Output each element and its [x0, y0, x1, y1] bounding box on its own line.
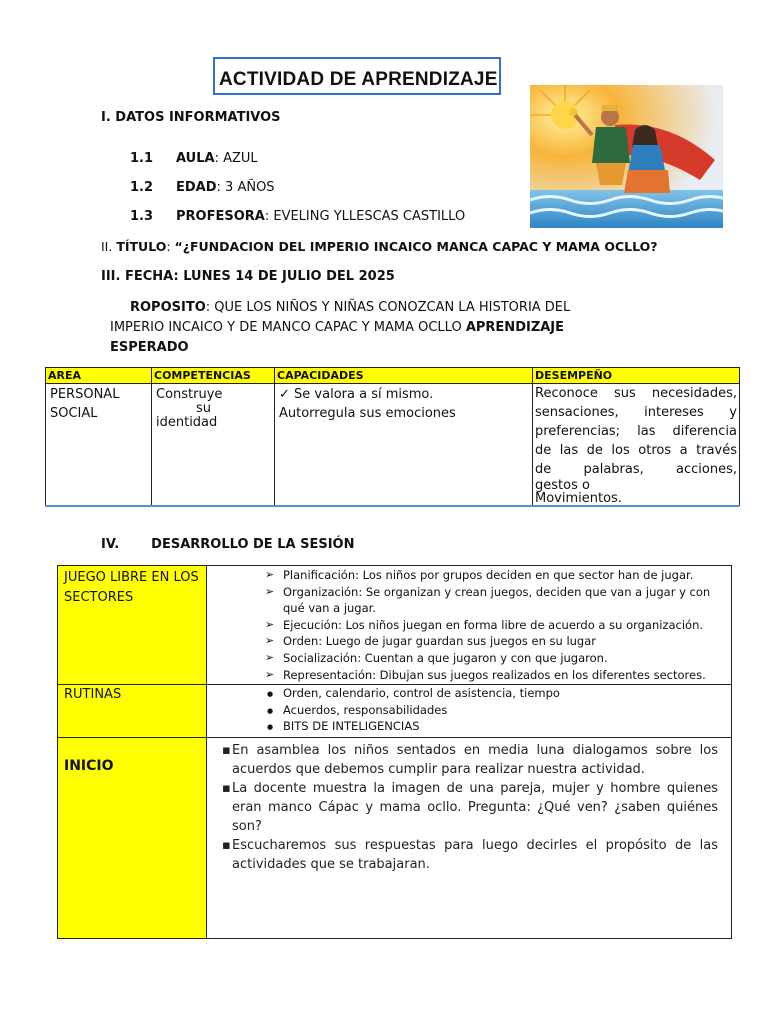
proposito-block: ROPOSITO: QUE LOS NIÑOS Y NIÑAS CONOZCAN LA HISTORIA DEL IMPERIO INCAICO Y DE MANCO CAPAC Y MAMA OCLLO APRENDIZAJE ESPERADO — [110, 300, 571, 355]
juego-libre-list — [253, 567, 727, 683]
manco-capac-mama-ocllo-illustration — [530, 85, 723, 228]
competencias-cell: Construye su identidad — [152, 384, 275, 507]
field-edad: 1.2 EDAD: 3 AÑOS — [130, 180, 275, 195]
rutinas-cell — [207, 685, 732, 738]
list-item: ➢ Organización: Se organizan y crean juegos, deciden que van a jugar y con qué van a jugar. — [265, 584, 727, 617]
sesion-table — [57, 565, 732, 939]
table-row — [46, 384, 740, 507]
juego-libre-label: JUEGO LIBRE EN LOS SECTORES — [58, 566, 207, 685]
section-datos-informativos: I. DATOS INFORMATIVOS — [101, 110, 281, 125]
header-area: AREA — [46, 368, 152, 384]
desempeno-cell: Reconoce sus necesidades, sensaciones, intereses y preferencias; las diferencia de las de los otros a través de palabras, acciones, gestos o Movimientos. — [533, 384, 740, 507]
table-row — [58, 566, 732, 685]
rutinas-label: RUTINAS — [58, 685, 207, 738]
section-desarrollo: IV. DESARROLLO DE LA SESIÓN — [101, 537, 355, 552]
document-title: ACTIVIDAD DE APRENDIZAJE — [213, 57, 501, 95]
list-item: ➢ Socialización: Cuentan a que jugaron y con que jugaron. — [265, 650, 727, 667]
header-capacidades: CAPACIDADES — [275, 368, 533, 384]
list-item: ➢ Planificación: Los niños por grupos deciden en que sector han de jugar. — [265, 567, 727, 584]
list-item: ➢ Orden: Luego de jugar guardan sus juegos en su lugar — [265, 633, 727, 650]
inicio-text — [208, 739, 730, 874]
titulo-line: II. TÍTULO: “¿FUNDACION DEL IMPERIO INCAICO MANCA CAPAC Y MAMA OCLLO? — [101, 239, 658, 254]
table-row — [58, 738, 732, 939]
list-item: ▪ La docente muestra la imagen de una pareja, mujer y hombre quienes eran manco Cápac y mama ocllo. Pregunta: ¿Qué ven? ¿saben quiénes son? — [232, 779, 718, 836]
juego-libre-cell — [207, 566, 732, 685]
list-item: ▪ En asamblea los niños sentados en media luna dialogamos sobre los acuerdos que debemos cumplir para realizar nuestra actividad. — [232, 741, 718, 779]
list-item: ● Acuerdos, responsabilidades — [265, 702, 727, 719]
area-cell: PERSONAL SOCIAL — [46, 384, 152, 507]
table-header-row — [46, 368, 740, 384]
competencias-table — [45, 367, 740, 507]
field-profesora: 1.3 PROFESORA: EVELING YLLESCAS CASTILLO — [130, 209, 466, 224]
capacidades-cell: ✓ Se valora a sí mismo. Autorregula sus emociones — [275, 384, 533, 507]
list-item: ● Orden, calendario, control de asistencia, tiempo — [265, 685, 727, 702]
header-competencias: COMPETENCIAS — [152, 368, 275, 384]
list-item: ➢ Ejecución: Los niños juegan en forma libre de acuerdo a su organización. — [265, 617, 727, 634]
inicio-label: INICIO — [58, 738, 207, 939]
list-item: ➢ Representación: Dibujan sus juegos realizados en los diferentes sectores. — [265, 667, 727, 684]
header-desempeno: DESEMPEÑO — [533, 368, 740, 384]
inicio-cell — [207, 738, 732, 939]
rutinas-list — [253, 685, 727, 735]
fecha-line: III. FECHA: LUNES 14 DE JULIO DEL 2025 — [101, 269, 395, 284]
list-item: ● BITS DE INTELIGENCIAS — [265, 718, 727, 735]
check-icon: ✓ — [279, 387, 290, 402]
list-item: ▪ Escucharemos sus respuestas para luego decirles el propósito de las actividades que se trabajaran. — [232, 836, 718, 874]
table-row — [58, 685, 732, 738]
field-aula: 1.1 AULA: AZUL — [130, 151, 258, 166]
